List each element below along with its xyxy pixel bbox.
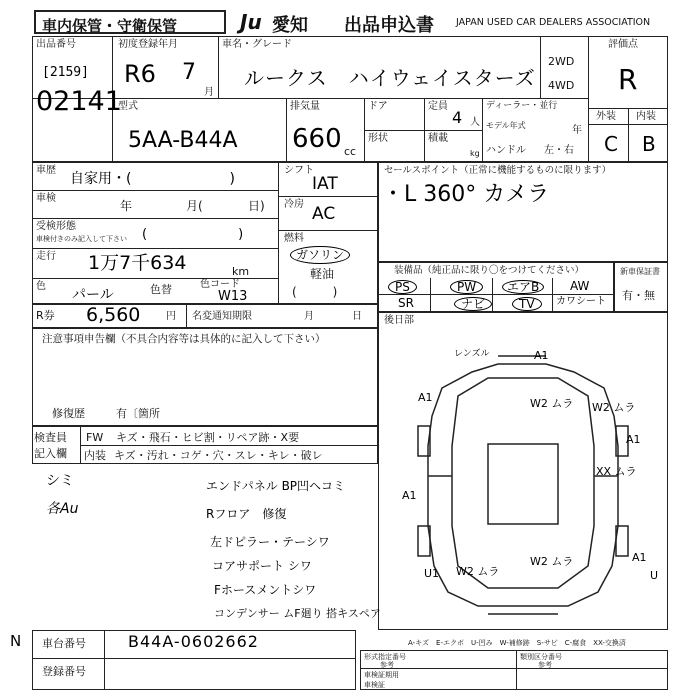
note-each-au: 各Au [46, 501, 79, 517]
equip-airbag: エアB [502, 280, 544, 294]
chassis-value: B44A-0602662 [128, 632, 259, 651]
brand-name: 愛知 [272, 15, 308, 36]
diagram-legend: A-キズ E-エクボ U-凹み W-補修跡 S-サビ C-腐食 XX-交換済 [408, 639, 626, 647]
diagram-mark-7: XX ムラ [596, 465, 637, 478]
registration-month: 7 [182, 60, 196, 85]
warranty-label: 新車保証書 [620, 267, 660, 276]
interior-grade: B [642, 132, 656, 156]
load-label: 積載 [428, 133, 448, 144]
equipment-label: 装備品（純正品に限り〇をつけてください） [394, 265, 585, 276]
note-stain: シミ [46, 473, 74, 489]
name-change-day: 日 [352, 311, 362, 322]
name-change-label: 名変通知期限 [192, 311, 252, 322]
diagram-mark-3: A1 [418, 391, 433, 404]
equip-tv: TV [512, 297, 542, 311]
equip-navi: ナビ [454, 297, 492, 311]
car-name-value: ルークス ハイウェイスターズ [244, 66, 536, 90]
model-year-unit: 年 [572, 125, 582, 136]
footer-ref-label-2: 参考 [538, 661, 552, 669]
diagram-mark-11: W2 ムラ [530, 555, 574, 568]
notes-label: 注意事項申告欄（不具合内容等は具体的に記入して下さい） [42, 333, 326, 345]
diagram-mark-4: W2 ムラ [530, 397, 574, 410]
drive-4wd: 4WD [548, 79, 575, 92]
note-right-2: Rフロア 修復 [206, 507, 287, 521]
diagram-mark-10: W2 ムラ [456, 565, 500, 578]
note-right-1: エンドパネル BP凹ヘコミ [206, 479, 346, 493]
history-value: 自家用・( ) [70, 171, 235, 187]
inspector-fw-label: FW [86, 431, 104, 444]
name-change-month: 月 [304, 311, 314, 322]
exterior-label: 外装 [596, 111, 616, 122]
note-right-5: Fホースメントシワ [214, 583, 317, 597]
inspection-label: 車検 [36, 193, 56, 204]
sales-point-label: セールスポイント（正常に機能するものに限ります） [384, 165, 612, 176]
footer-type-label: 形式指定番号 [364, 653, 406, 661]
capacity-label: 定員 [428, 101, 448, 112]
model-value: 5AA-B44A [128, 128, 238, 153]
recycle-label: R券 [36, 309, 55, 322]
sales-point-value: ・L 360° カメラ [382, 182, 550, 207]
inspector-label-2: 記入欄 [34, 447, 67, 460]
displacement-value: 660 [292, 124, 342, 154]
registration-label: 初度登録年月 [118, 39, 178, 50]
registration-no-label: 登録番号 [42, 665, 86, 678]
ju-logo: Ju [240, 10, 262, 34]
rear-label: 後日部 [384, 315, 414, 326]
aircon-label: 冷房 [284, 199, 304, 210]
mileage-unit: km [232, 265, 250, 278]
door-label: ドア [368, 101, 388, 112]
dealer-label: ディーラー・並行 [486, 101, 558, 111]
mileage-label: 走行 [36, 251, 56, 262]
capacity-value: 4 [452, 108, 463, 127]
load-unit: kg [470, 149, 480, 158]
equip-ps: PS [388, 280, 417, 294]
interior-label: 内装 [636, 111, 656, 122]
lot-number: 02141 [36, 86, 122, 117]
diagram-mark-13: U [650, 569, 659, 582]
association-name: JAPAN USED CAR DEALERS ASSOCIATION [456, 17, 651, 28]
color-change-label: 色替 [150, 283, 172, 296]
model-year-label: モデル年式 [486, 121, 526, 130]
color-value: パール [72, 287, 114, 303]
diagram-mark-2: A1 [534, 349, 549, 362]
recycle-value: 6,560 [86, 304, 141, 326]
color-code-value: W13 [218, 289, 248, 304]
rating-label: 評価点 [608, 39, 638, 50]
footer-ref-label-1: 参考 [380, 661, 394, 669]
fuel-label: 燃料 [284, 233, 304, 244]
repair-history-label: 修復歴 [52, 407, 85, 420]
capacity-unit: 人 [470, 117, 480, 128]
footer-vehicle-label: 車検証期用 [364, 671, 399, 679]
lot-label: 出品番号 [36, 39, 76, 50]
form-title: 出品申込書 [344, 15, 434, 36]
diagram-mark-1: レンズル [454, 349, 490, 359]
drive-2wd: 2WD [548, 55, 575, 68]
shift-label: シフト [284, 165, 314, 176]
chassis-label: 車台番号 [42, 637, 86, 650]
footer-box [360, 650, 668, 690]
diagram-mark-12: A1 [632, 551, 647, 564]
equip-pw: PW [450, 280, 483, 294]
lot-sub-number: [2159] [42, 65, 89, 80]
registration-month-unit: 月 [204, 87, 214, 98]
inspection-day-unit: 日) [248, 199, 265, 213]
shift-value: IAT [312, 174, 338, 194]
equip-seat: カワシート [556, 296, 606, 307]
fuel-diesel: 軽油 [310, 267, 335, 281]
inspector-fw-text: キズ・飛石・ヒビ割・リペア跡・X要 [116, 431, 300, 444]
jushin-label: 受検形態 [36, 221, 76, 232]
chassis-mark: N [10, 632, 22, 650]
note-right-4: コアサポート シワ [212, 559, 312, 573]
rating-value: R [618, 63, 638, 96]
jushin-value: ( ) [142, 227, 244, 242]
footer-cert-label: 車検証 [364, 681, 385, 689]
equip-sr: SR [398, 296, 414, 310]
diagram-mark-8: A1 [402, 489, 417, 502]
jushin-sub: 車検付きのみ記入して下さい [36, 235, 127, 243]
handle-options: 左・右 [544, 145, 574, 156]
fuel-blank: ( ) [292, 285, 338, 299]
inspection-year-unit: 年 [120, 199, 133, 213]
history-label: 車歴 [36, 165, 56, 176]
fuel-gasoline: ガソリン [290, 246, 350, 264]
footer-category-label: 類別区分番号 [520, 653, 562, 661]
aircon-value: AC [312, 204, 336, 224]
color-label: 色 [36, 281, 46, 292]
color-code-label: 色コード [200, 279, 240, 290]
model-label: 型式 [118, 101, 138, 112]
repair-history-value: 有〔箇所 [116, 407, 160, 420]
equip-aw: AW [570, 279, 590, 293]
mileage-value: 1万7千634 [88, 252, 187, 274]
inspection-month-unit: 月( [186, 199, 203, 213]
storage-title: 車内保管・守衛保管 [42, 17, 178, 35]
displacement-label: 排気量 [290, 101, 320, 112]
displacement-unit: cc [344, 145, 357, 158]
sales-point-box [378, 162, 668, 262]
note-right-3: 左ドピラー・テーシワ [210, 535, 330, 549]
diagram-mark-6: A1 [626, 433, 641, 446]
inspector-int-label: 内装 [84, 449, 106, 462]
car-name-label: 車名・グレード [222, 39, 292, 50]
recycle-unit: 円 [166, 311, 176, 322]
storage-title-box [34, 10, 226, 34]
diagram-mark-9: U1 [424, 567, 440, 580]
registration-year: R6 [124, 60, 156, 88]
exterior-grade: C [604, 132, 618, 156]
inspector-label-1: 検査員 [34, 431, 67, 444]
inspector-int-text: キズ・汚れ・コゲ・穴・スレ・キレ・破レ [114, 449, 323, 462]
note-right-6: コンデンサー ムF廻り 搭キスペア [214, 607, 381, 620]
diagram-mark-5: W2 ムラ [592, 401, 636, 414]
handle-label: ハンドル [486, 145, 526, 156]
warranty-options: 有・無 [622, 289, 655, 302]
shape-label: 形状 [368, 133, 388, 144]
